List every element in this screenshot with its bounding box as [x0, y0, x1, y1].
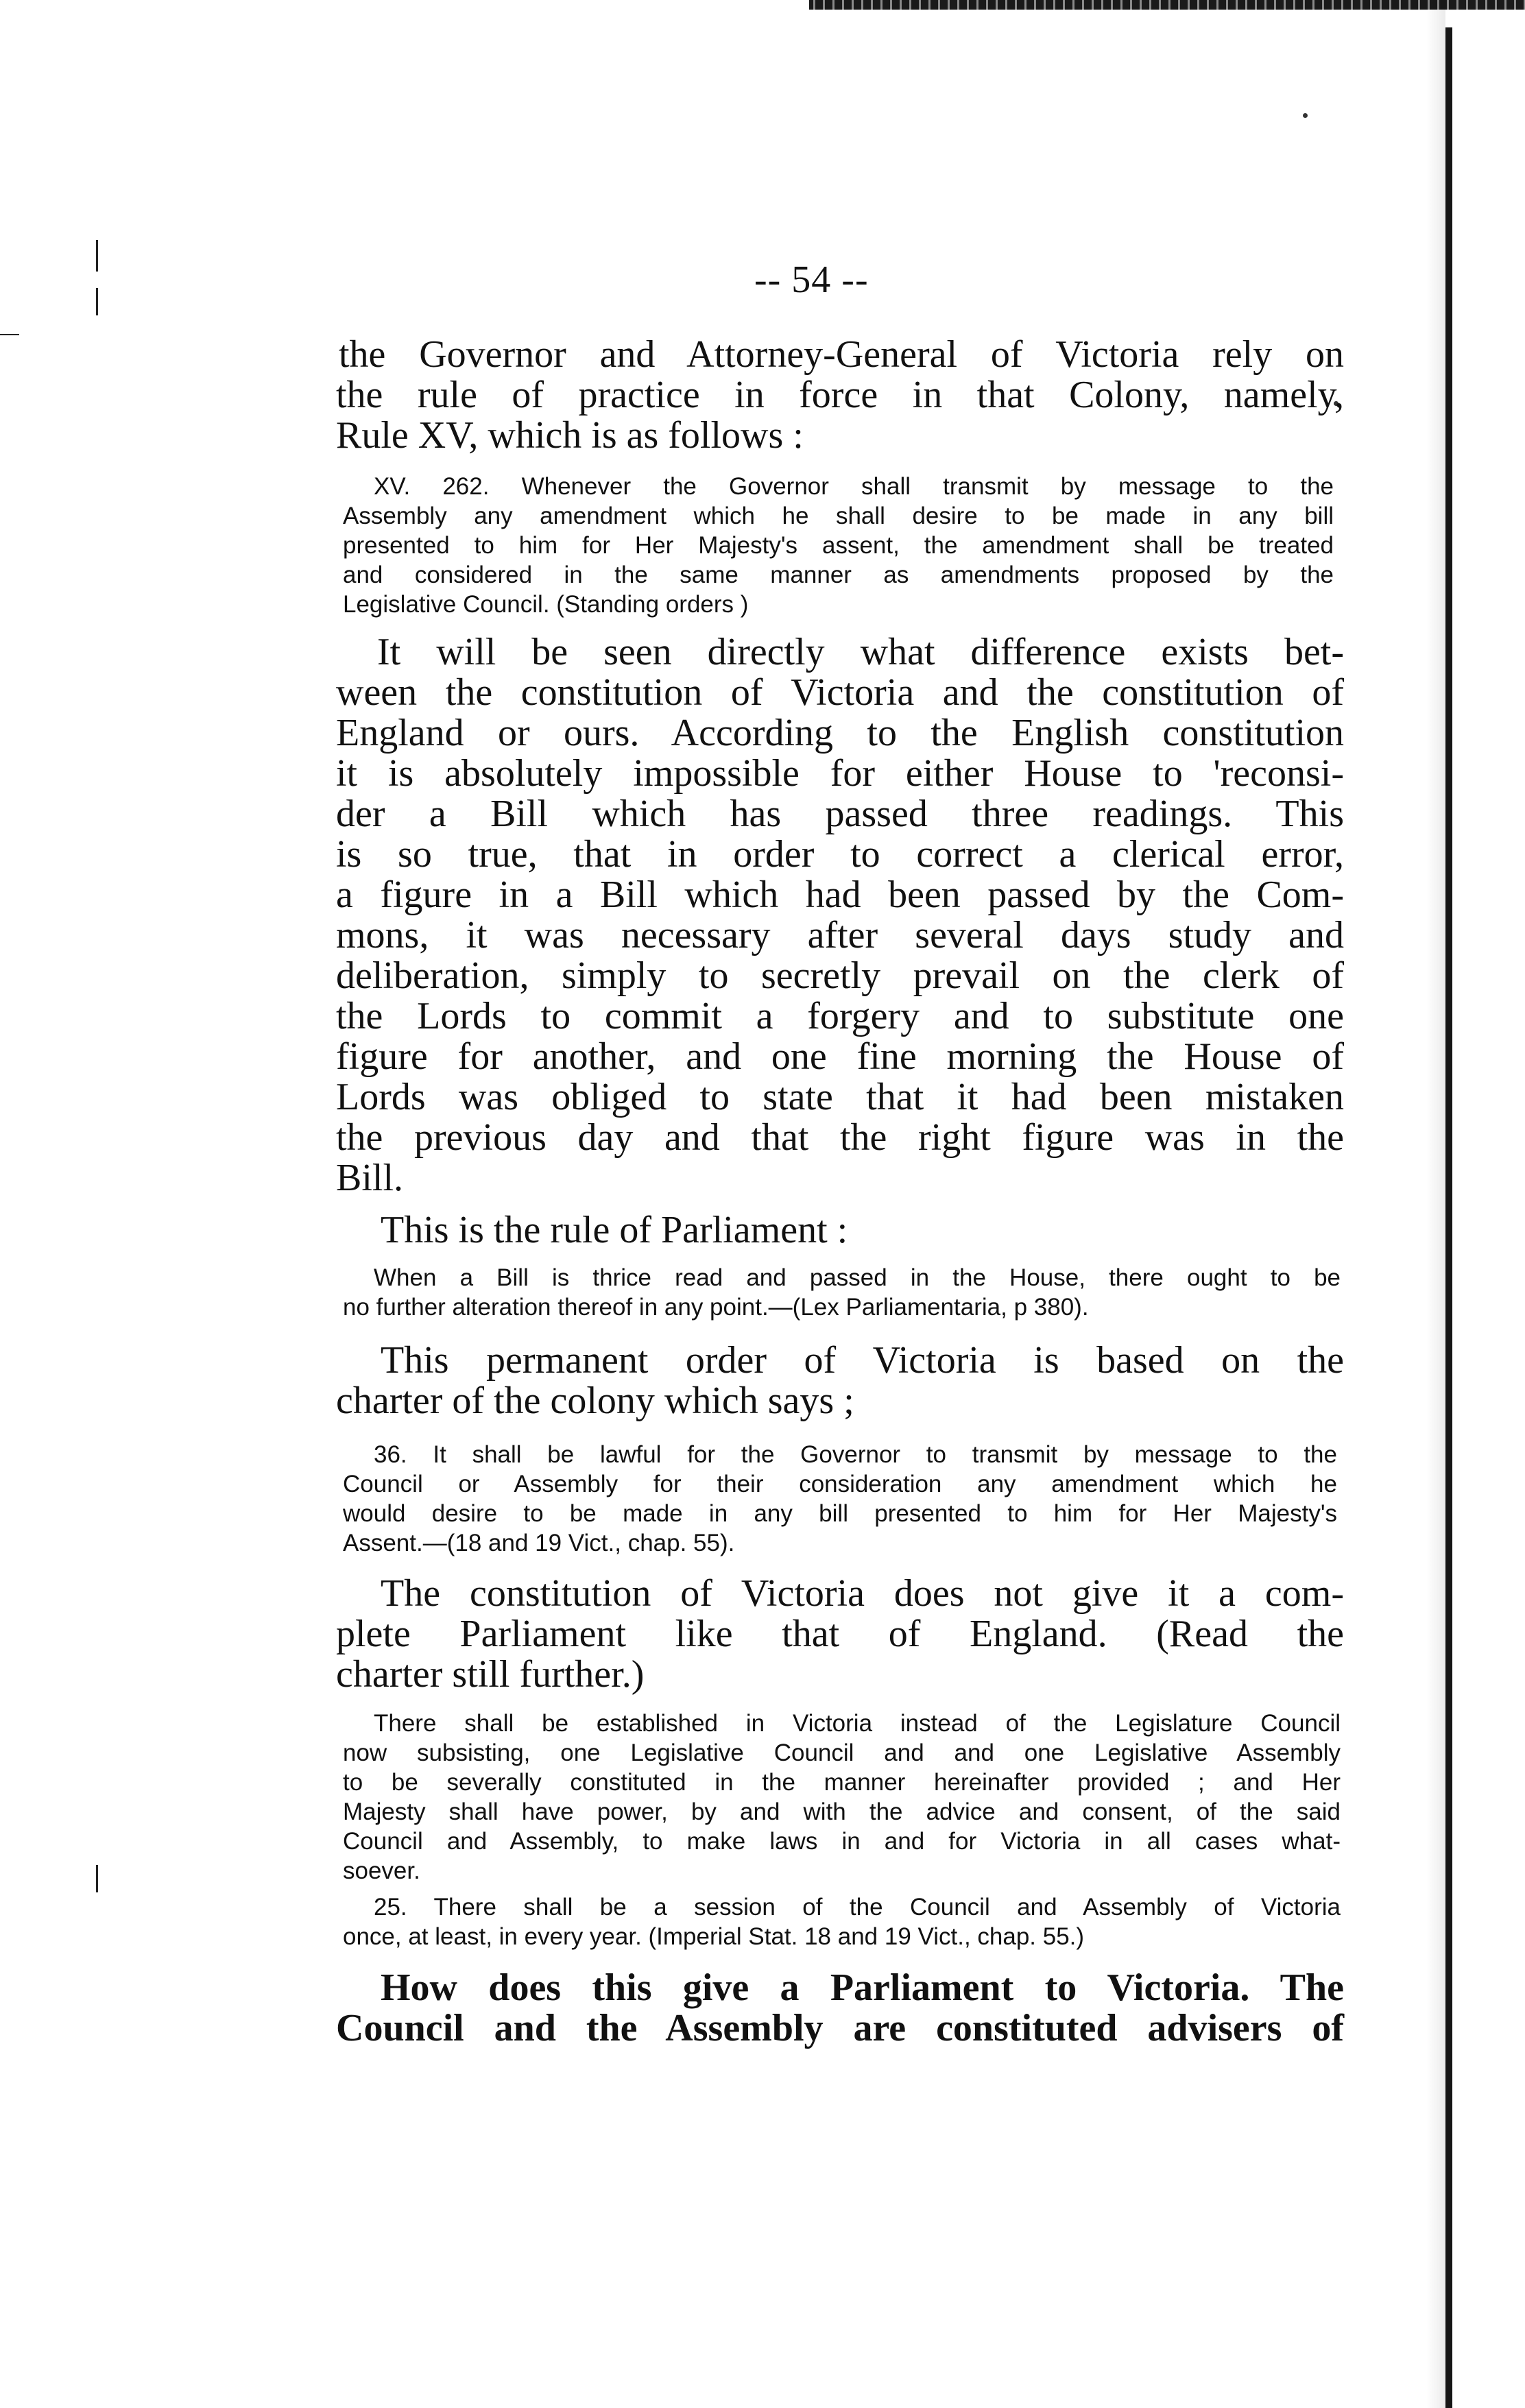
margin-mark: [0, 334, 19, 335]
text-line: plete Parliament like that of England. (Read the: [336, 1613, 1344, 1655]
quote-line: once, at least, in every year. (Imperial Stat. 18 and 19 Vict., chap. 55.): [343, 1923, 1085, 1950]
quotation-rule-xv: [343, 472, 1334, 619]
text-line: charter still further.): [336, 1653, 645, 1696]
quote-line: When a Bill is thrice read and passed in the House, there ought to be: [374, 1264, 1341, 1291]
text-line: it is absolutely impossible for either House to 'reconsi-: [336, 752, 1344, 795]
text-line: Rule XV, which is as follows :: [336, 414, 804, 457]
text-line: deliberation, simply to secretly prevail on the clerk of: [336, 954, 1344, 997]
margin-mark: [96, 288, 98, 315]
quote-line: presented to him for Her Majesty's assent, the amendment shall be treated: [343, 532, 1334, 559]
paragraph-how-does-this: [336, 1968, 1344, 2049]
quote-line: Assent.—(18 and 19 Vict., chap. 55).: [343, 1530, 735, 1556]
text-line: the Governor and Attorney-General of Victoria rely on: [339, 333, 1344, 376]
text-line: This permanent order of Victoria is based on the: [381, 1339, 1344, 1382]
text-line: This is the rule of Parliament :: [381, 1209, 848, 1251]
margin-mark: [96, 1865, 98, 1892]
quote-line: XV. 262. Whenever the Governor shall transmit by message to the: [374, 473, 1334, 500]
paragraph-intro: [336, 335, 1344, 456]
scan-right-edge: [1445, 27, 1452, 2408]
paragraph-permanent-order: [336, 1340, 1344, 1421]
quote-line: and considered in the same manner as amendments proposed by the: [343, 562, 1334, 588]
quote-line: Legislative Council. (Standing orders ): [343, 591, 749, 618]
quotation-lex-parliamentaria: [343, 1263, 1341, 1322]
text-line: England or ours. According to the English constitution: [336, 712, 1344, 754]
page-gutter-shadow: [1426, 0, 1445, 2408]
margin-mark: [96, 240, 98, 272]
text-line: the Lords to commit a forgery and to substitute one: [336, 995, 1344, 1037]
scan-right-margin: [1452, 27, 1525, 2408]
quote-line: to be severally constituted in the manner hereinafter provided ; and Her: [343, 1769, 1341, 1796]
quote-line: no further alteration thereof in any point.—(Lex Parliamentaria, p 380).: [343, 1294, 1089, 1321]
text-line: It will be seen directly what difference exists bet-: [377, 631, 1344, 673]
quote-line: 36. It shall be lawful for the Governor to transmit by message to the: [374, 1441, 1337, 1468]
quote-line: now subsisting, one Legislative Council and and one Legislative Assembly: [343, 1739, 1341, 1766]
text-line: der a Bill which has passed three readings. This: [336, 793, 1344, 835]
quotation-legislature: [343, 1709, 1341, 1886]
quote-line: Majesty shall have power, by and with the advice and consent, of the said: [343, 1798, 1341, 1825]
text-line: is so true, that in order to correct a clerical error,: [336, 833, 1344, 876]
text-line: figure for another, and one fine morning the House of: [336, 1035, 1344, 1078]
quotation-session-25: [343, 1892, 1341, 1951]
text-line: How does this give a Parliament to Victoria. The: [381, 1966, 1344, 2009]
text-line: the previous day and that the right figure was in the: [336, 1116, 1344, 1159]
paragraph-incomplete-parliament: [336, 1574, 1344, 1695]
quotation-charter-36: [343, 1440, 1337, 1558]
text-line: Council and the Assembly are constituted advisers of: [336, 2007, 1344, 2049]
text-line: The constitution of Victoria does not give it a com-: [381, 1572, 1344, 1615]
scan-speck: [1303, 113, 1308, 118]
text-line: mons, it was necessary after several days study and: [336, 914, 1344, 956]
text-line: charter of the colony which says ;: [336, 1380, 854, 1422]
text-line: ween the constitution of Victoria and the constitution of: [336, 671, 1344, 714]
text-line: the rule of practice in force in that Colony, namely,: [336, 374, 1344, 416]
quote-line: 25. There shall be a session of the Council and Assembly of Victoria: [374, 1894, 1341, 1921]
page-number: -- 54 --: [754, 258, 869, 301]
text-line: a figure in a Bill which had been passed by the Com-: [336, 874, 1344, 916]
quote-line: soever.: [343, 1857, 420, 1884]
paragraph-constitution-difference: [336, 632, 1344, 1199]
text-line: Lords was obliged to state that it had been mistaken: [336, 1076, 1344, 1118]
paragraph-rule-of-parliament: [336, 1210, 1344, 1251]
quote-line: There shall be established in Victoria instead of the Legislature Council: [374, 1710, 1341, 1737]
quote-line: would desire to be made in any bill presented to him for Her Majesty's: [343, 1500, 1337, 1527]
text-line: Bill.: [336, 1157, 404, 1199]
scan-top-border: [809, 0, 1525, 10]
quote-line: Council or Assembly for their consideration any amendment which he: [343, 1471, 1337, 1497]
quote-line: Assembly any amendment which he shall desire to be made in any bill: [343, 503, 1334, 529]
quote-line: Council and Assembly, to make laws in and for Victoria in all cases what-: [343, 1828, 1341, 1855]
